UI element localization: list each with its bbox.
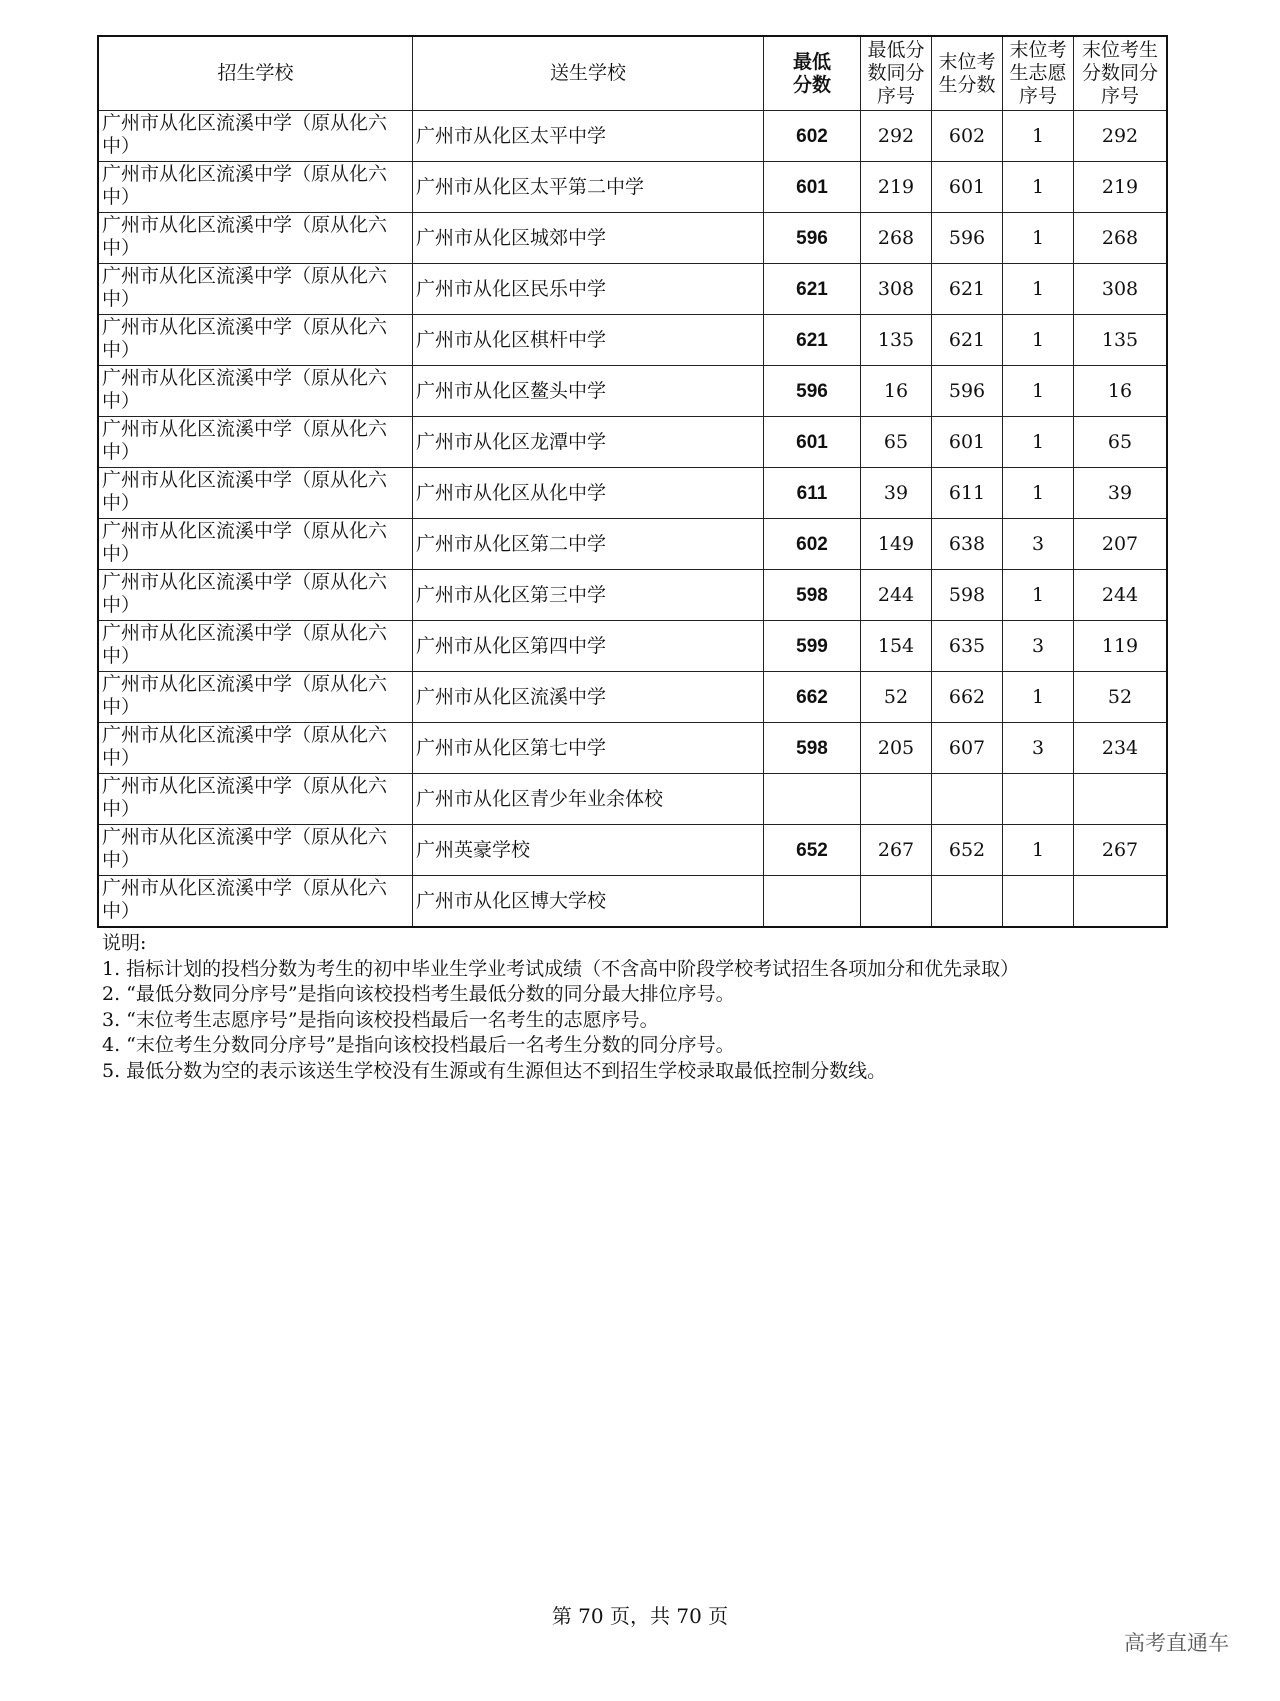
- min-rank-cell: 39: [861, 468, 932, 519]
- sending-school-cell: 广州市从化区城郊中学: [413, 213, 764, 264]
- last-wish-cell: [1003, 876, 1074, 928]
- header-line: 生志愿: [1009, 62, 1067, 84]
- sending-school-cell: 广州市从化区第七中学: [413, 723, 764, 774]
- header-line: 最低分: [867, 39, 925, 61]
- header-line: 末位考生: [1081, 39, 1158, 61]
- receiving-school-cell: 广州市从化区流溪中学（原从化六中）: [98, 417, 413, 468]
- table-row: [98, 417, 1167, 468]
- table-row: [98, 213, 1167, 264]
- last-wish-cell: 3: [1003, 519, 1074, 570]
- min-score-cell: 602: [764, 111, 861, 162]
- header-last-rank: [1074, 36, 1168, 111]
- table-row: [98, 570, 1167, 621]
- last-rank-cell: 39: [1074, 468, 1168, 519]
- last-score-cell: 601: [932, 162, 1003, 213]
- receiving-school-cell: 广州市从化区流溪中学（原从化六中）: [98, 468, 413, 519]
- last-wish-cell: 1: [1003, 111, 1074, 162]
- min-score-cell: 598: [764, 723, 861, 774]
- header-last-wish: [1003, 36, 1074, 111]
- last-score-cell: 602: [932, 111, 1003, 162]
- receiving-school-cell: 广州市从化区流溪中学（原从化六中）: [98, 672, 413, 723]
- last-wish-cell: 1: [1003, 825, 1074, 876]
- notes: [102, 931, 1197, 1085]
- receiving-school-cell: 广州市从化区流溪中学（原从化六中）: [98, 825, 413, 876]
- last-rank-cell: [1074, 774, 1168, 825]
- last-wish-cell: 3: [1003, 621, 1074, 672]
- last-rank-cell: 234: [1074, 723, 1168, 774]
- min-score-cell: 621: [764, 264, 861, 315]
- receiving-school-cell: 广州市从化区流溪中学（原从化六中）: [98, 111, 413, 162]
- receiving-school-cell: 广州市从化区流溪中学（原从化六中）: [98, 519, 413, 570]
- last-score-cell: 596: [932, 366, 1003, 417]
- min-score-cell: 601: [764, 417, 861, 468]
- min-score-cell: 599: [764, 621, 861, 672]
- min-rank-cell: 149: [861, 519, 932, 570]
- sending-school-cell: 广州英豪学校: [413, 825, 764, 876]
- sending-school-cell: 广州市从化区民乐中学: [413, 264, 764, 315]
- min-rank-cell: [861, 876, 932, 928]
- last-wish-cell: 1: [1003, 570, 1074, 621]
- last-score-cell: 596: [932, 213, 1003, 264]
- table-row: [98, 825, 1167, 876]
- table-row: [98, 774, 1167, 825]
- table-row: [98, 162, 1167, 213]
- min-rank-cell: 65: [861, 417, 932, 468]
- min-rank-cell: [861, 774, 932, 825]
- last-score-cell: 611: [932, 468, 1003, 519]
- min-rank-cell: 16: [861, 366, 932, 417]
- min-score-cell: 662: [764, 672, 861, 723]
- last-score-cell: 638: [932, 519, 1003, 570]
- header-sending-school: 送生学校: [413, 36, 764, 111]
- header-line: 分数: [792, 74, 831, 96]
- min-score-cell: 611: [764, 468, 861, 519]
- min-rank-cell: 135: [861, 315, 932, 366]
- note-item: 1. 指标计划的投档分数为考生的初中毕业生学业考试成绩（不含高中阶段学校考试招生各项加分和优先录取）: [102, 957, 1020, 980]
- last-score-cell: 621: [932, 315, 1003, 366]
- table-row: [98, 366, 1167, 417]
- header-line: 数同分: [867, 62, 925, 84]
- sending-school-cell: 广州市从化区流溪中学: [413, 672, 764, 723]
- last-wish-cell: 1: [1003, 315, 1074, 366]
- last-score-cell: [932, 876, 1003, 928]
- min-rank-cell: 268: [861, 213, 932, 264]
- note-item: 4. “末位考生分数同分序号”是指向该校投档最后一名考生分数的同分序号。: [102, 1034, 735, 1057]
- note-item: 2. “最低分数同分序号”是指向该校投档考生最低分数的同分最大排位序号。: [102, 983, 735, 1006]
- table-row: [98, 468, 1167, 519]
- header-line: 序号: [1018, 85, 1057, 107]
- last-rank-cell: 65: [1074, 417, 1168, 468]
- receiving-school-cell: 广州市从化区流溪中学（原从化六中）: [98, 723, 413, 774]
- table-row: [98, 315, 1167, 366]
- notes-title: 说明:: [102, 932, 147, 954]
- sending-school-cell: 广州市从化区从化中学: [413, 468, 764, 519]
- sending-school-cell: 广州市从化区青少年业余体校: [413, 774, 764, 825]
- table-row: [98, 672, 1167, 723]
- note-item: 3. “末位考生志愿序号”是指向该校投档最后一名考生的志愿序号。: [102, 1008, 659, 1031]
- header-min-rank: [861, 36, 932, 111]
- header-receiving-school: 招生学校: [98, 36, 413, 111]
- last-score-cell: 607: [932, 723, 1003, 774]
- last-rank-cell: 292: [1074, 111, 1168, 162]
- last-score-cell: 621: [932, 264, 1003, 315]
- min-score-cell: [764, 876, 861, 928]
- min-score-cell: 601: [764, 162, 861, 213]
- watermark: 高考直通车: [1124, 1631, 1229, 1655]
- table-header-row: [98, 36, 1167, 111]
- min-rank-cell: 154: [861, 621, 932, 672]
- last-wish-cell: 1: [1003, 672, 1074, 723]
- table-row: [98, 264, 1167, 315]
- table-row: [98, 876, 1167, 928]
- sending-school-cell: 广州市从化区第三中学: [413, 570, 764, 621]
- table-row: [98, 111, 1167, 162]
- last-wish-cell: [1003, 774, 1074, 825]
- sending-school-cell: 广州市从化区棋杆中学: [413, 315, 764, 366]
- header-line: 分数同分: [1081, 62, 1158, 84]
- last-wish-cell: 1: [1003, 213, 1074, 264]
- header-line: 末位考: [1009, 39, 1067, 61]
- last-rank-cell: 52: [1074, 672, 1168, 723]
- min-rank-cell: 205: [861, 723, 932, 774]
- last-rank-cell: [1074, 876, 1168, 928]
- note-item: 5. 最低分数为空的表示该送生学校没有生源或有生源但达不到招生学校录取最低控制分数线。: [102, 1059, 887, 1082]
- last-wish-cell: 1: [1003, 468, 1074, 519]
- receiving-school-cell: 广州市从化区流溪中学（原从化六中）: [98, 213, 413, 264]
- last-score-cell: 601: [932, 417, 1003, 468]
- sending-school-cell: 广州市从化区太平中学: [413, 111, 764, 162]
- last-wish-cell: 1: [1003, 366, 1074, 417]
- receiving-school-cell: 广州市从化区流溪中学（原从化六中）: [98, 162, 413, 213]
- table-row: [98, 723, 1167, 774]
- receiving-school-cell: 广州市从化区流溪中学（原从化六中）: [98, 621, 413, 672]
- table-row: [98, 621, 1167, 672]
- last-rank-cell: 244: [1074, 570, 1168, 621]
- last-rank-cell: 267: [1074, 825, 1168, 876]
- min-rank-cell: 267: [861, 825, 932, 876]
- header-line: 序号: [1100, 85, 1139, 107]
- last-rank-cell: 135: [1074, 315, 1168, 366]
- min-score-cell: 598: [764, 570, 861, 621]
- min-rank-cell: 52: [861, 672, 932, 723]
- last-score-cell: 662: [932, 672, 1003, 723]
- receiving-school-cell: 广州市从化区流溪中学（原从化六中）: [98, 774, 413, 825]
- last-score-cell: [932, 774, 1003, 825]
- admission-table: [97, 35, 1168, 928]
- sending-school-cell: 广州市从化区龙潭中学: [413, 417, 764, 468]
- last-rank-cell: 308: [1074, 264, 1168, 315]
- table-row: [98, 519, 1167, 570]
- last-wish-cell: 1: [1003, 162, 1074, 213]
- last-wish-cell: 3: [1003, 723, 1074, 774]
- header-line: 末位考: [938, 50, 996, 73]
- min-score-cell: 621: [764, 315, 861, 366]
- sending-school-cell: 广州市从化区鳌头中学: [413, 366, 764, 417]
- min-rank-cell: 292: [861, 111, 932, 162]
- last-rank-cell: 219: [1074, 162, 1168, 213]
- min-score-cell: [764, 774, 861, 825]
- receiving-school-cell: 广州市从化区流溪中学（原从化六中）: [98, 876, 413, 928]
- last-score-cell: 652: [932, 825, 1003, 876]
- min-rank-cell: 308: [861, 264, 932, 315]
- page-footer: 第 70 页，共 70 页: [551, 1604, 729, 1628]
- header-last-score: [932, 36, 1003, 111]
- min-score-cell: 596: [764, 366, 861, 417]
- sending-school-cell: 广州市从化区太平第二中学: [413, 162, 764, 213]
- content-area: [97, 35, 1197, 1085]
- last-score-cell: 598: [932, 570, 1003, 621]
- sending-school-cell: 广州市从化区博大学校: [413, 876, 764, 928]
- header-line: 序号: [876, 85, 915, 107]
- min-rank-cell: 244: [861, 570, 932, 621]
- header-line: 最低: [792, 51, 831, 73]
- min-score-cell: 602: [764, 519, 861, 570]
- last-rank-cell: 16: [1074, 366, 1168, 417]
- sending-school-cell: 广州市从化区第四中学: [413, 621, 764, 672]
- receiving-school-cell: 广州市从化区流溪中学（原从化六中）: [98, 570, 413, 621]
- min-score-cell: 652: [764, 825, 861, 876]
- last-rank-cell: 207: [1074, 519, 1168, 570]
- header-min-score: [764, 36, 861, 111]
- header-line: 生分数: [938, 73, 996, 96]
- last-wish-cell: 1: [1003, 417, 1074, 468]
- receiving-school-cell: 广州市从化区流溪中学（原从化六中）: [98, 366, 413, 417]
- receiving-school-cell: 广州市从化区流溪中学（原从化六中）: [98, 315, 413, 366]
- last-rank-cell: 119: [1074, 621, 1168, 672]
- last-rank-cell: 268: [1074, 213, 1168, 264]
- min-rank-cell: 219: [861, 162, 932, 213]
- last-score-cell: 635: [932, 621, 1003, 672]
- last-wish-cell: 1: [1003, 264, 1074, 315]
- receiving-school-cell: 广州市从化区流溪中学（原从化六中）: [98, 264, 413, 315]
- min-score-cell: 596: [764, 213, 861, 264]
- sending-school-cell: 广州市从化区第二中学: [413, 519, 764, 570]
